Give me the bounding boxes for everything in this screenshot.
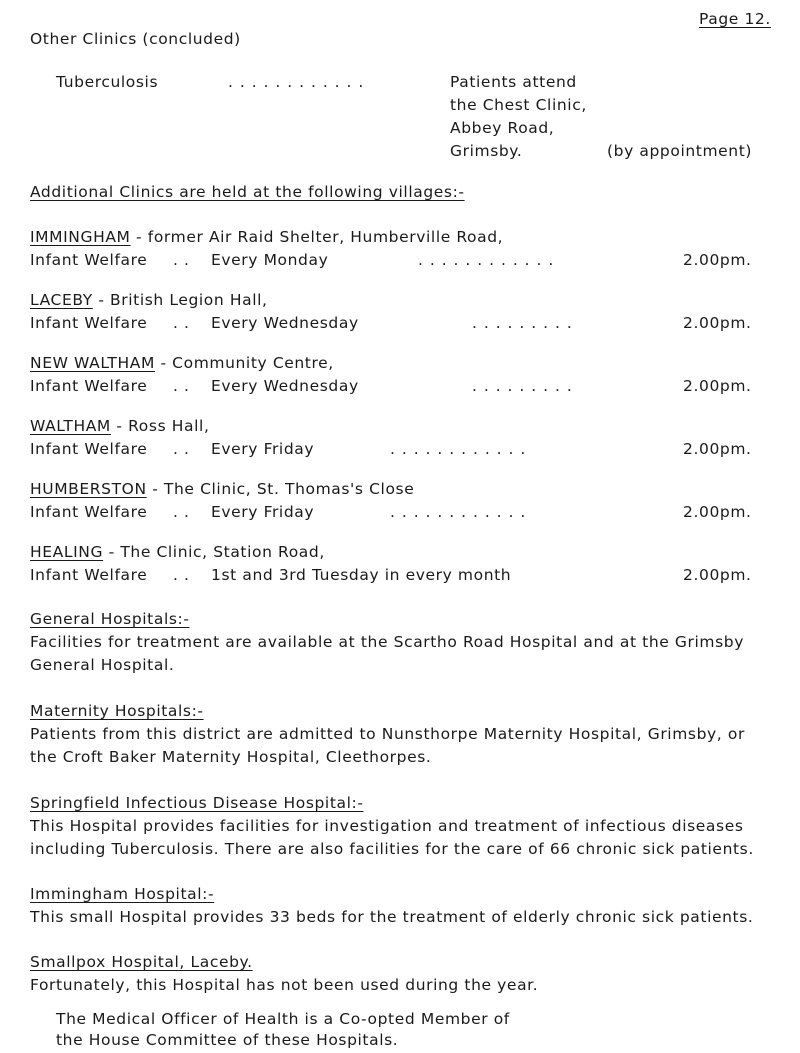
clinic-when: Every Friday [211,440,315,458]
clinic-title [30,480,414,498]
clinic-title [30,543,325,561]
clinic-type: Infant Welfare [30,314,148,332]
leader-dots: . . . . . . . . . . . . [228,73,365,91]
page-heading: Other Clinics (concluded) [30,30,241,48]
clinic-sep: . . [173,314,190,332]
page-number: Page 12. [699,10,771,28]
section-heading: Immingham Hospital:- [30,885,215,903]
clinic-when: Every Monday [211,251,329,269]
tb-line-2: the Chest Clinic, [450,96,587,114]
village-place: - Community Centre, [154,354,334,372]
clinic-type: Infant Welfare [30,377,148,395]
clinic-sep: . . [173,377,190,395]
leader-dots: . . . . . . . . . [472,377,573,395]
clinic-title [30,354,334,372]
clinic-type: Infant Welfare [30,566,148,584]
village-name: WALTHAM [30,417,111,435]
village-name: IMMINGHAM [30,228,131,246]
clinic-sep: . . [173,503,190,521]
tb-line-4: Grimsby. [450,142,523,160]
clinic-when: Every Wednesday [211,314,359,332]
tb-line-3: Abbey Road, [450,119,555,137]
leader-dots: . . . . . . . . . . . . [390,440,527,458]
village-name: HUMBERSTON [30,480,147,498]
village-place: - The Clinic, St. Thomas's Close [146,480,415,498]
clinic-sep: . . [173,251,190,269]
section-heading: Smallpox Hospital, Laceby. [30,953,253,971]
tuberculosis-label: Tuberculosis [56,73,159,91]
section-heading: General Hospitals:- [30,610,190,628]
village-place: - The Clinic, Station Road, [103,543,325,561]
clinic-time: 2.00pm. [683,377,752,395]
hospital-section [30,883,775,929]
clinic-sep: . . [173,566,190,584]
closing-line-1: The Medical Officer of Health is a Co-opted Member of [56,1010,510,1028]
village-name: NEW WALTHAM [30,354,155,372]
village-place: - Ross Hall, [110,417,210,435]
section-body: Patients from this district are admitted to Nunsthorpe Maternity Hospital, Grimsby, or the Croft Baker Maternity Hospital, Cleethorpes. [30,725,745,766]
clinic-when: 1st and 3rd Tuesday in every month [211,566,512,584]
clinic-time: 2.00pm. [683,314,752,332]
clinic-type: Infant Welfare [30,503,148,521]
village-place: - British Legion Hall, [92,291,268,309]
clinic-when: Every Wednesday [211,377,359,395]
tb-appointment-note: (by appointment) [607,142,753,160]
section-body: This small Hospital provides 33 beds for the treatment of elderly chronic sick patients. [30,908,754,926]
clinic-sep: . . [173,440,190,458]
clinic-title [30,228,503,246]
section-heading: Springfield Infectious Disease Hospital:- [30,794,364,812]
clinic-time: 2.00pm. [683,251,752,269]
clinic-type: Infant Welfare [30,440,148,458]
clinic-time: 2.00pm. [683,440,752,458]
leader-dots: . . . . . . . . . . . . [418,251,555,269]
clinic-time: 2.00pm. [683,503,752,521]
leader-dots: . . . . . . . . . [472,314,573,332]
village-name: LACEBY [30,291,93,309]
section-body: This Hospital provides facilities for investigation and treatment of infectious diseases including Tuberculosis. There are also facilities for the care of 66 chronic sick patients. [30,817,754,858]
village-name: HEALING [30,543,104,561]
hospital-section [30,608,775,677]
village-place: - former Air Raid Shelter, Humberville Road, [130,228,504,246]
clinic-title [30,291,268,309]
hospital-section [30,792,775,861]
section-body: Fortunately, this Hospital has not been used during the year. [30,976,539,994]
closing-line-2: the House Committee of these Hospitals. [56,1031,399,1049]
clinic-time: 2.00pm. [683,566,752,584]
hospital-section [30,951,775,997]
hospital-section [30,700,775,769]
section-heading: Maternity Hospitals:- [30,702,204,720]
clinic-title [30,417,209,435]
clinic-type: Infant Welfare [30,251,148,269]
clinic-when: Every Friday [211,503,315,521]
additional-clinics-heading: Additional Clinics are held at the following villages:- [30,183,465,201]
section-body: Facilities for treatment are available at the Scartho Road Hospital and at the Grimsby General Hospital. [30,633,744,674]
tb-line-1: Patients attend [450,73,577,91]
leader-dots: . . . . . . . . . . . . [390,503,527,521]
